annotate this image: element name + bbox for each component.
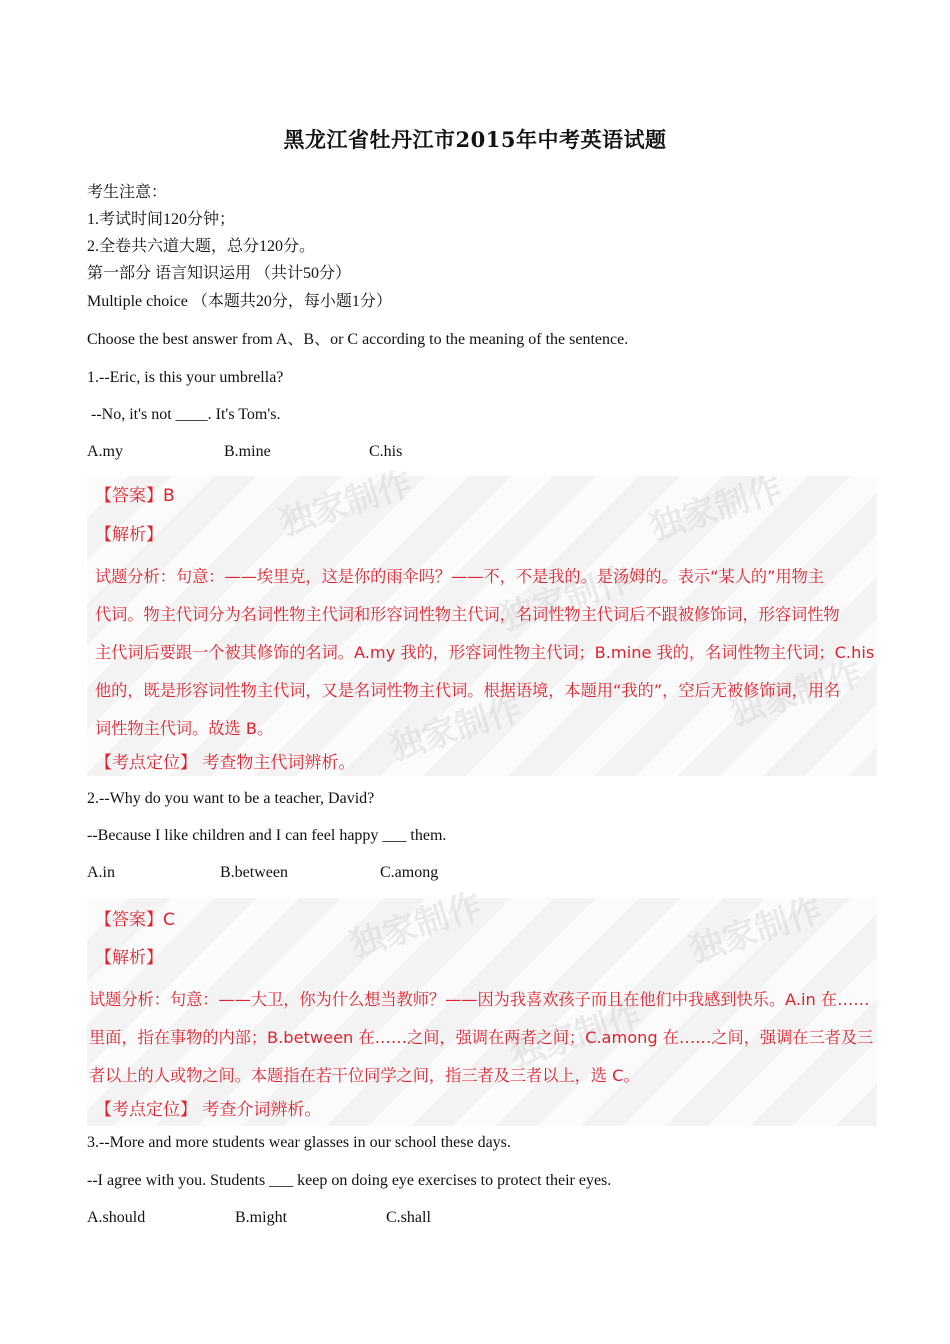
notice-item-1: 1.考试时间120分钟； bbox=[87, 211, 236, 228]
question-3-option-a: A.should bbox=[87, 1209, 146, 1226]
analysis-label: 【解析】 bbox=[95, 948, 163, 968]
question-1-line-2: --No, it's not ____. It's Tom's. bbox=[87, 406, 281, 423]
answer-panel-1 bbox=[87, 463, 877, 776]
question-2-option-c: C.among bbox=[380, 864, 439, 881]
exam-point: 【考点定位】 考查介词辨析。 bbox=[95, 1100, 322, 1120]
analysis-line: 者以上的人或物之间。本题指在若干位同学之间，指三者及三者以上，选 C。 bbox=[89, 1066, 640, 1085]
exam-point: 【考点定位】 考查物主代词辨析。 bbox=[95, 753, 356, 773]
question-3-option-b: B.might bbox=[235, 1209, 288, 1226]
question-1-option-b: B.mine bbox=[224, 443, 271, 460]
question-1-option-c: C.his bbox=[369, 443, 403, 460]
question-2-line-2: --Because I like children and I can feel happy ___ them. bbox=[87, 827, 447, 844]
notice-heading: 考生注意： bbox=[87, 184, 168, 201]
question-3-line-1: 3.--More and more students wear glasses in our school these days. bbox=[87, 1134, 511, 1151]
analysis-line: 代词。物主代词分为名词性物主代词和形容词性物主代词，名词性物主代词后不跟被修饰词，形容词性物 bbox=[95, 605, 840, 624]
question-2-option-a: A.in bbox=[87, 864, 115, 881]
answer-label: 【答案】B bbox=[95, 486, 175, 506]
question-1-line-1: 1.--Eric, is this your umbrella? bbox=[87, 369, 284, 386]
answer-panel-2 bbox=[87, 885, 877, 1126]
analysis-line: 他的，既是形容词性物主代词，又是名词性物主代词。根据语境，本题用“我的”，空后无被修饰词，用名 bbox=[95, 681, 841, 700]
watermark: 独家制作 bbox=[725, 653, 867, 734]
watermark: 独家制作 bbox=[275, 463, 417, 544]
analysis-line: 主代词后要跟一个被其修饰的名词。A.my 我的，形容词性物主代词；B.mine 我的，名词性物主代词；C.his bbox=[95, 643, 875, 662]
question-2-option-b: B.between bbox=[220, 864, 288, 881]
section-heading: Multiple choice （本题共20分，每小题1分） bbox=[87, 293, 392, 310]
question-3-option-c: C.shall bbox=[386, 1209, 431, 1226]
part1-heading: 第一部分 语言知识运用 （共计50分） bbox=[87, 265, 352, 282]
watermark: 独家制作 bbox=[645, 468, 787, 549]
page-title: 黑龙江省牡丹江市2015年中考英语试题 bbox=[283, 127, 667, 152]
watermark: 独家制作 bbox=[495, 558, 637, 639]
watermark: 独家制作 bbox=[505, 995, 647, 1076]
question-2-line-1: 2.--Why do you want to be a teacher, David? bbox=[87, 790, 375, 807]
analysis-label: 【解析】 bbox=[95, 525, 163, 545]
analysis-line: 里面，指在事物的内部；B.between 在……之间，强调在两者之间；C.among 在……之间，强调在三者及三 bbox=[89, 1028, 874, 1047]
analysis-line: 词性物主代词。故选 B。 bbox=[95, 719, 274, 738]
watermark: 独家制作 bbox=[685, 890, 827, 971]
watermark: 独家制作 bbox=[345, 885, 487, 966]
question-1-option-a: A.my bbox=[87, 443, 123, 460]
watermark: 独家制作 bbox=[385, 688, 527, 769]
analysis-line: 试题分析：句意：——埃里克，这是你的雨伞吗？——不，不是我的。是汤姆的。表示“某人的”用物主 bbox=[95, 567, 825, 586]
question-3-line-2: --I agree with you. Students ___ keep on doing eye exercises to protect their eyes. bbox=[87, 1172, 612, 1189]
notice-item-2: 2.全卷共六道大题，总分120分。 bbox=[87, 238, 316, 255]
instruction-text: Choose the best answer from A、B、or C according to the meaning of the sentence. bbox=[87, 331, 629, 348]
answer-label: 【答案】C bbox=[95, 910, 175, 930]
analysis-line: 试题分析：句意：——大卫，你为什么想当教师？——因为我喜欢孩子而且在他们中我感到快乐。A.in 在…… bbox=[89, 990, 870, 1009]
